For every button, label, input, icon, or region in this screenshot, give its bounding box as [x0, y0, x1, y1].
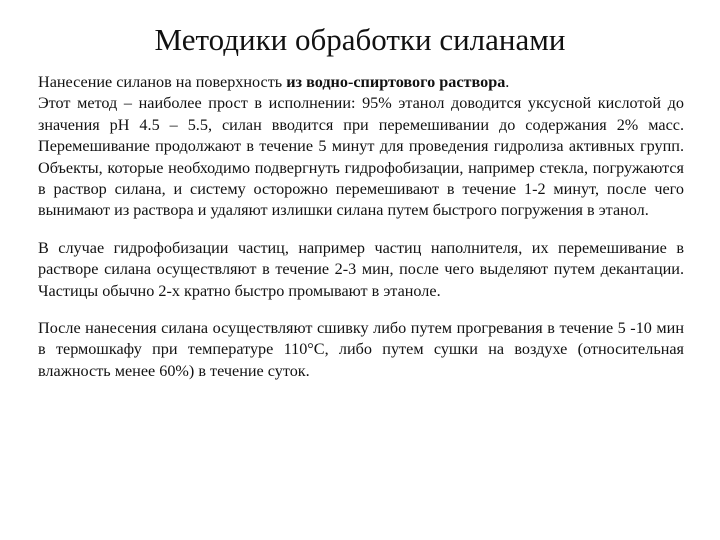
slide-content — [38, 72, 684, 398]
paragraph-1-period: . — [505, 73, 510, 91]
paragraph-particle-treatment: В случае гидрофобизации частиц, например частиц наполнителя, их перемешивание в растворе силана осуществляют в течение 2-3 мин, после чего выделяют путем декантации. Частицы обычно 2-х кратно быстро промывают в этаноле. — [38, 238, 684, 300]
paragraph-aqueous-alcohol-method — [38, 72, 684, 222]
paragraph-1-body: Этот метод – наиболее прост в исполнении: 95% этанол доводится уксусной кислотой до значения pH 4.5 – 5.5, силан вводится при перемешивании до содержания 2% масс. Перемешивание продолжают в течение 5 минут для проведения гидролиза активных групп. Объекты, которые необходимо подвергнуть гидрофобизации, например стекла, погружаются в раствор силана, и систему осторожно перемешивают в течение 1-2 минут, после чего вынимают из раствора и удаляют излишки силана путем быстрого погружения в этанол. — [38, 94, 684, 220]
paragraph-1-emphasis: из водно-спиртового раствора — [286, 73, 506, 91]
paragraph-1-intro: Нанесение силанов на поверхность — [38, 73, 287, 91]
slide-title: Методики обработки силанами — [154, 22, 566, 57]
paragraph-curing: После нанесения силана осуществляют сшивку либо путем прогревания в течение 5 -10 мин в термошкафу при температуре 110°С, либо путем сушки на воздухе (относительная влажность менее 60%) в течение суток. — [38, 319, 684, 380]
